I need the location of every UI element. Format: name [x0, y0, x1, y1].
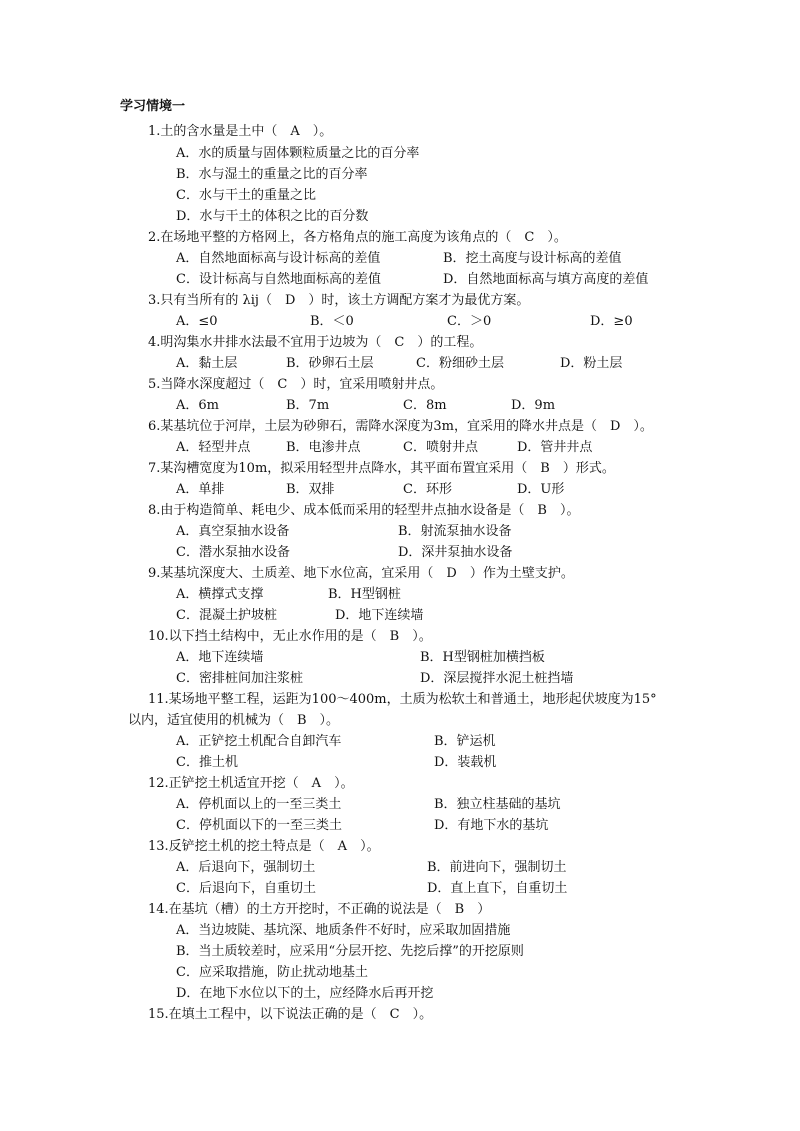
section-title: 学习情境一 [120, 99, 186, 114]
question-13-option-c: C．后退向下，自重切土 [176, 881, 316, 896]
question-13-stem: 13.反铲挖土机的挖土特点是（ A ）。 [148, 839, 380, 854]
question-1-option-d: D．水与干土的体积之比的百分数 [176, 209, 369, 224]
question-11-option-d: D．装载机 [434, 755, 497, 770]
question-2-option-c: C．设计标高与自然地面标高的差值 [176, 272, 381, 287]
question-8-option-a: A．真空泵抽水设备 [176, 524, 290, 539]
question-12-option-a: A．停机面以上的一至三类土 [176, 797, 342, 812]
question-1-option-b: B．水与湿土的重量之比的百分率 [176, 167, 368, 182]
question-3-option-d: D．≥0 [590, 314, 633, 329]
question-6-option-b: B．电渗井点 [286, 440, 361, 455]
question-11-option-c: C．推土机 [176, 755, 238, 770]
question-15-stem: 15.在填土工程中，以下说法正确的是（ C ）。 [148, 1007, 433, 1022]
question-14-option-c: C．应采取措施，防止扰动地基土 [176, 965, 368, 980]
question-9-option-b: B．H型钢桩 [328, 587, 401, 602]
question-3-option-b: B．＜0 [310, 314, 354, 329]
question-10-option-b: B．H型钢桩加横挡板 [420, 650, 545, 665]
question-2-option-a: A．自然地面标高与设计标高的差值 [176, 251, 381, 266]
question-14-option-d: D．在地下水位以下的土，应经降水后再开挖 [176, 986, 434, 1001]
question-12-option-c: C．停机面以下的一至三类土 [176, 818, 342, 833]
question-7-option-a: A．单排 [176, 482, 225, 497]
question-10-option-d: D．深层搅拌水泥土桩挡墙 [420, 671, 574, 686]
question-10-option-c: C．密排桩间加注浆桩 [176, 671, 303, 686]
question-6-stem: 6.某基坑位于河岸，土层为砂卵石，需降水深度为3m，宜采用的降水井点是（ D ）。 [148, 419, 653, 434]
question-13-option-b: B．前进向下，强制切土 [427, 860, 567, 875]
question-4-option-c: C．粉细砂土层 [416, 356, 504, 371]
question-2-stem: 2.在场地平整的方格网上，各方格角点的施工高度为该角点的（ C ）。 [148, 230, 567, 245]
question-3-option-a: A．≤0 [176, 314, 218, 329]
question-5-stem: 5.当降水深度超过（ C ）时，宜采用喷射井点。 [148, 377, 444, 392]
question-8-option-c: C．潜水泵抽水设备 [176, 545, 290, 560]
question-6-option-d: D．管井井点 [517, 440, 593, 455]
question-4-stem: 4.明沟集水井排水法最不宜用于边坡为（ C ）的工程。 [148, 335, 483, 350]
question-13-option-a: A．后退向下，强制切土 [176, 860, 316, 875]
question-7-stem: 7.某沟槽宽度为10m，拟采用轻型井点降水，其平面布置宜采用（ B ）形式。 [148, 461, 615, 476]
question-9-option-a: A．横撑式支撑 [176, 587, 264, 602]
question-13-option-d: D．直上直下，自重切土 [427, 881, 568, 896]
question-12-stem: 12.正铲挖土机适宜开挖（ A ）。 [148, 776, 354, 791]
question-9-option-c: C．混凝土护坡桩 [176, 608, 277, 623]
question-1-stem: 1.土的含水量是土中（ A ）。 [148, 124, 333, 139]
question-4-option-d: D．粉土层 [560, 356, 623, 371]
question-10-stem: 10.以下挡土结构中，无止水作用的是（ B ）。 [148, 629, 432, 644]
question-6-option-c: C．喷射井点 [403, 440, 478, 455]
question-5-option-d: D．9m [511, 398, 556, 413]
question-7-option-b: B．双排 [286, 482, 335, 497]
question-9-stem: 9.某基坑深度大、土质差、地下水位高，宜采用（ D ）作为土壁支护。 [148, 566, 574, 581]
question-14-stem: 14.在基坑（槽）的土方开挖时，不正确的说法是（ B ） [148, 902, 491, 917]
question-4-option-a: A．黏土层 [176, 356, 238, 371]
question-7-option-c: C．环形 [403, 482, 452, 497]
question-1-option-a: A．水的质量与固体颗粒质量之比的百分率 [176, 146, 420, 161]
question-14-option-b: B．当土质较差时，应采用“分层开挖、先挖后撑”的开挖原则 [176, 944, 524, 959]
question-12-option-b: B．独立柱基础的基坑 [434, 797, 561, 812]
question-2-option-b: B．挖土高度与设计标高的差值 [443, 251, 622, 266]
question-4-option-b: B．砂卵石土层 [286, 356, 374, 371]
question-2-option-d: D．自然地面标高与填方高度的差值 [443, 272, 649, 287]
question-8-option-b: B．射流泵抽水设备 [398, 524, 512, 539]
question-11-stem: 11.某场地平整工程，运距为100～400m，土质为松软土和普通土，地形起伏坡度为15° [148, 692, 657, 707]
question-6-option-a: A．轻型井点 [176, 440, 251, 455]
question-8-stem: 8.由于构造简单、耗电少、成本低而采用的轻型井点抽水设备是（ B ）。 [148, 503, 580, 518]
question-11-option-b: B．铲运机 [434, 734, 496, 749]
question-5-option-c: C．8m [403, 398, 447, 413]
question-9-option-d: D．地下连续墙 [335, 608, 424, 623]
question-7-option-d: D．U形 [517, 482, 565, 497]
question-3-option-c: C．＞0 [447, 314, 492, 329]
question-11-stem-continued: 以内，适宜使用的机械为（ B ）。 [128, 713, 340, 728]
question-5-option-b: B．7m [286, 398, 330, 413]
question-12-option-d: D．有地下水的基坑 [434, 818, 549, 833]
question-3-stem: 3.只有当所有的 λij（ D ）时，该土方调配方案才为最优方案。 [148, 293, 530, 308]
question-8-option-d: D．深井泵抽水设备 [398, 545, 513, 560]
question-5-option-a: A．6m [176, 398, 219, 413]
question-11-option-a: A．正铲挖土机配合自卸汽车 [176, 734, 342, 749]
question-14-option-a: A．当边坡陡、基坑深、地质条件不好时，应采取加固措施 [176, 923, 511, 938]
question-10-option-a: A．地下连续墙 [176, 650, 264, 665]
question-1-option-c: C．水与干土的重量之比 [176, 188, 316, 203]
